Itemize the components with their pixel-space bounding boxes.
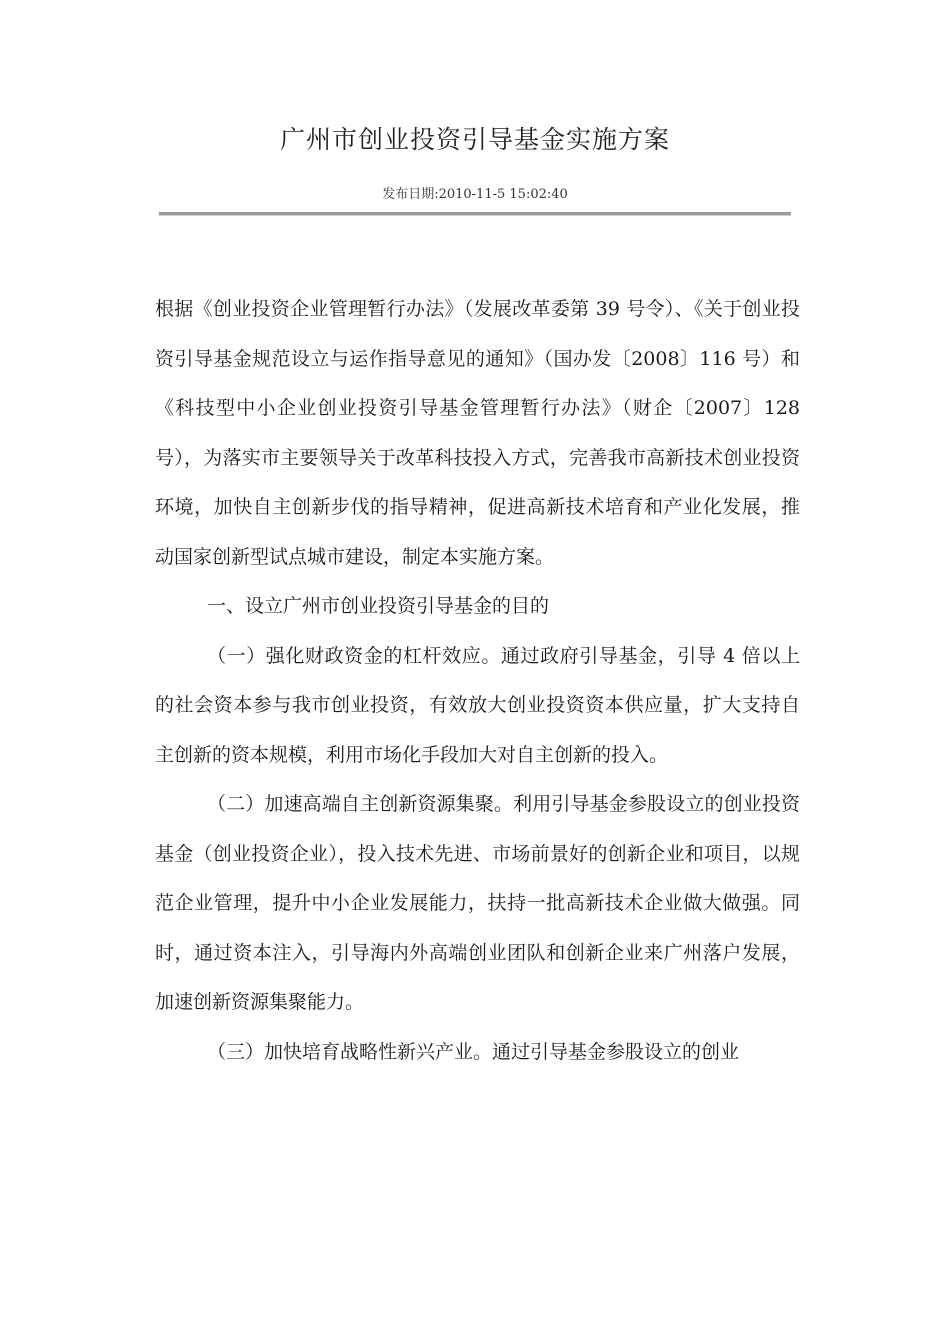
document-body — [155, 285, 800, 1077]
section-heading-1: 一、设立广州市创业投资引导基金的目的 — [207, 595, 550, 617]
document-title: 广州市创业投资引导基金实施方案 — [279, 125, 670, 154]
paragraph-2: （二）加速高端自主创新资源集聚。利用引导基金参股设立的创业投资基金（创业投资企业），投入技术先进、市场前景好的创新企业和项目，以规范企业管理，提升中小企业发展能力，扶持一批高新技术企业做大做强。同时，通过资本注入，引导海内外高端创业团队和创新企业来广州落户发展，加速创新资源集聚能力。 — [155, 793, 800, 1013]
paragraph-1: （一）强化财政资金的杠杆效应。通过政府引导基金，引导 4 倍以上的社会资本参与我市创业投资，有效放大创业投资资本供应量，扩大支持自主创新的资本规模，利用市场化手段加大对自主创新的投入。 — [155, 644, 800, 766]
publish-date: 发布日期:2010-11-5 15:02:40 — [382, 187, 568, 202]
paragraph-3: （三）加快培育战略性新兴产业。通过引导基金参股设立的创业 — [207, 1040, 740, 1063]
title-divider — [159, 212, 791, 216]
paragraph-intro: 根据《创业投资企业管理暂行办法》（发展改革委第 39 号令）、《关于创业投资引导基金规范设立与运作指导意见的通知》（国办发〔2008〕116 号）和《科技型中小企业创业投资引导基金管理暂行办法》（财企〔2007〕128 号），为落实市主要领导关于改革科技投入方式，完善我市高新技术创业投资环境，加快自主创新步伐的指导精神，促进高新技术培育和产业化发展，推动国家创新型试点城市建设，制定本实施方案。 — [155, 298, 800, 568]
